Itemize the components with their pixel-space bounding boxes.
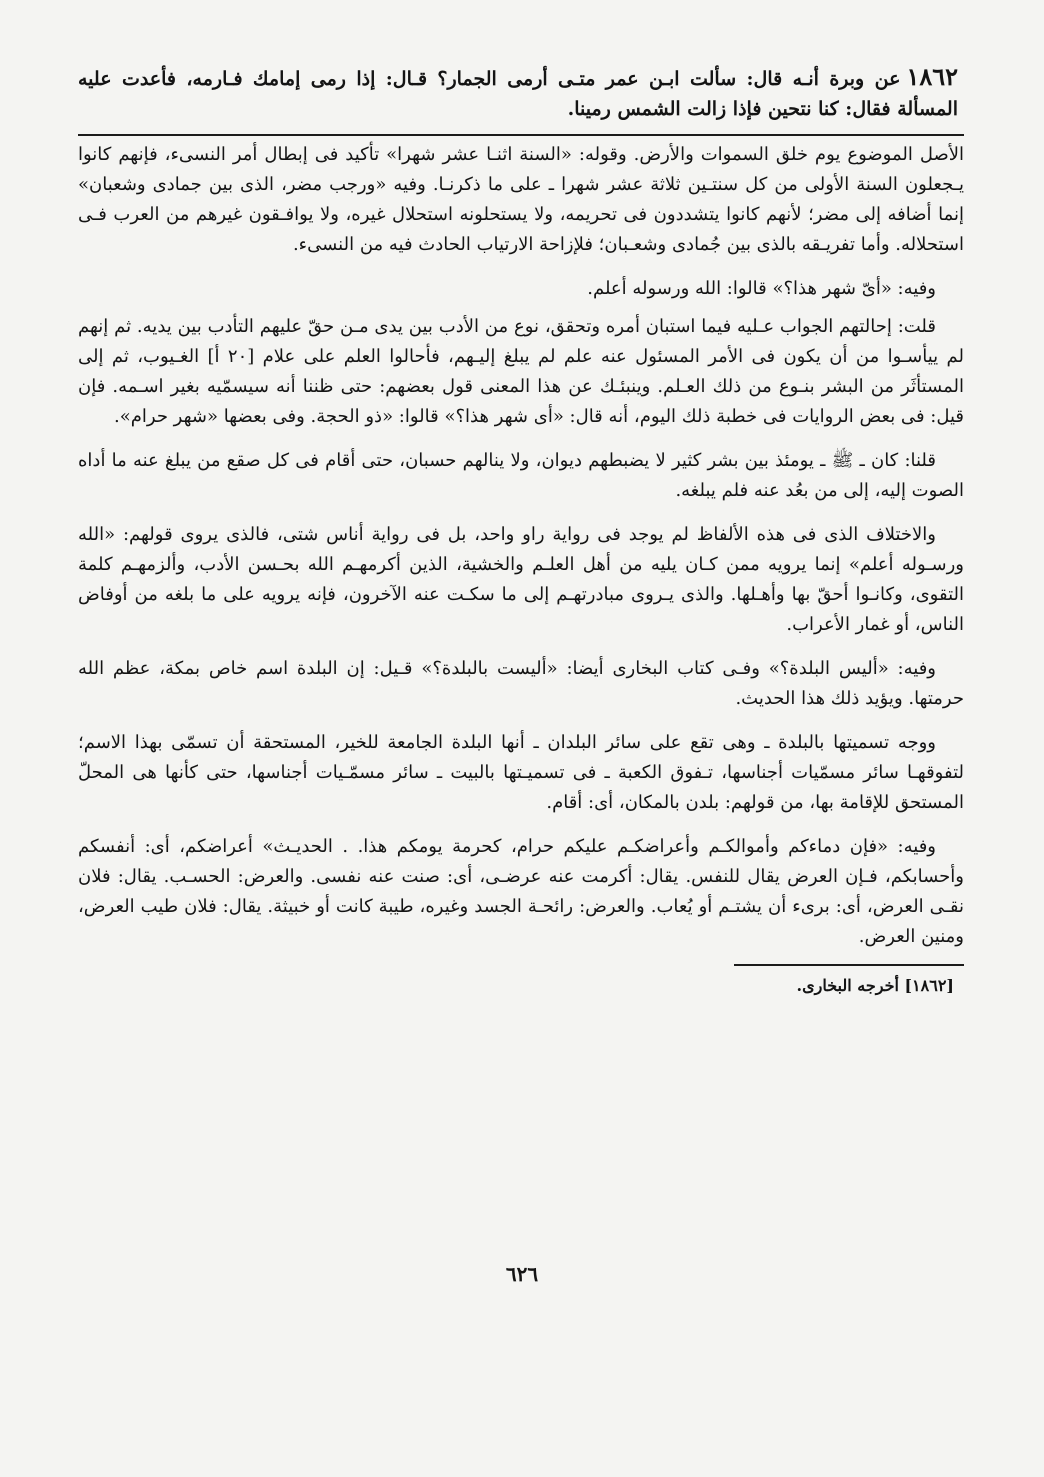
commentary-paragraph: ووجه تسميتها بالبلدة ـ وهى تقع على سائر البلدان ـ أنها البلدة الجامعة للخير، المستحقة أن تسمّى بهذا الاسم؛ لتفوقهـا سائر مسمّيات أجناسها، تـفوق الكعبة ـ فى تسميـتها بالبيت ـ سائر مسمّـيات أجناسها، حتى كأنها هى المحلّ المستحق للإقامة بها، من قولهم: بلدن بالمكان، أى: أقام.: [78, 732, 964, 813]
commentary-paragraph: والاختلاف الذى فى هذه الألفاظ لم يوجد فى رواية راو واحد، بل فى رواية أناس شتى، فالذى يروى قولهم: «الله ورسـوله أعلم» إنما يرويه ممن كـان يليه من أهل العلـم والخشية، الذين أكرمهـم الله بحـسن الأدب، وألزمهـم كلمة التقوى، وكانـوا أحقّ بها وأهـلها. والذى يـروى مبادرتهـم إلى ما سكـت عنه الآخرون، فإنه يرويه على ما بلغه من أوفاض الناس، أو غمار الأعراب.: [78, 524, 964, 635]
commentary-paragraph: قلنا: كان ـ ﷺ ـ يومئذ بين بشر كثير لا يضبطهم ديوان، ولا ينالهم حسبان، حتى أقام فى كل صقع من يبلغ عنه ما أداه الصوت إليه، إلى من بعُد عنه فلم يبلغه.: [78, 450, 964, 501]
footnote: [١٨٦٢] أخرجه البخارى.: [796, 976, 954, 995]
page-number: ٦٢٦: [505, 1262, 539, 1286]
commentary-paragraph: وفيه: «أىّ شهر هذا؟» قالوا: الله ورسوله أعلم.: [587, 278, 936, 299]
hadith-block: [78, 62, 958, 124]
hadith-text: عن وبرة أنـه قال: سألت ابـن عمر متـى أرمى الجمار؟ قـال: إذا رمى إمامك فـارمه، فأعدت عليه المسألة فقال: كنا نتحين فإذا زالت الشمس رمينا.: [78, 68, 958, 120]
commentary-paragraph: قلت: إحالتهم الجواب عـليه فيما استبان أمره وتحقق، نوع من الأدب بين يدى مـن حقّ عليهم التأدب بين يديه. ثم إنهم لم ييأسـوا من أن يكون فى الأمر المسئول عنه علم لم يبلغ إليـهم، فأحالوا العلم على علام [٢٠ أ] الغـيوب، ثم إلى المستأثَر من البشر بنـوع من ذلك العـلم. وينبئـك عن هذا المعنى قول بعضهم: حتى ظننا أنه سيسمّيه بغير اسـمه. فإن قيل: فى بعض الروايات فى خطبة ذلك اليوم، أنه قال: «أى شهر هذا؟» قالوا: «ذو الحجة. وفى بعضها «شهر حرام».: [78, 316, 964, 427]
footnote-divider: [734, 964, 964, 966]
commentary-paragraph: وفيه: «فإن دماءكم وأموالكـم وأعراضكـم عليكم حرام، كحرمة يومكم هذا. . الحديـث» أعراضكم، أى: أنفسكم وأحسابكم، فـإن العرض يقال للنفس. يقال: أكرمت عنه عرضـى، أى: صنت عنه نفسى. والعرض: الحسـب. يقال: فلان نقـى العرض، أى: برىء أن يشتـم أو يُعاب. والعرض: رائحـة الجسد وغيره، طيبة كانت أو خبيثة. يقال: فلان طيب العرض، ومنين العرض.: [78, 836, 965, 947]
commentary: [78, 140, 964, 952]
commentary-paragraph: وفيه: «أليس البلدة؟» وفـى كتاب البخارى أيضا: «أليست بالبلدة؟» قـيل: إن البلدة اسم خاص بمكة، عظم الله حرمتها. ويؤيد ذلك هذا الحديث.: [78, 658, 964, 709]
commentary-paragraph: الأصل الموضوع يوم خلق السموات والأرض. وقوله: «السنة اثنـا عشر شهرا» تأكيد فى إبطال أمر النسىء، فإنهم كانوا يـجعلون السنة الأولى من كل سنتـين ثلاثة عشر شهرا ـ على ما ذكرنـا. وفيه «ورجب مضر، الذى بين جمادى وشعبان» إنما أضافه إلى مضر؛ لأنهم كانوا يتشددون فى تحريمه، ولا يستحلونه استحلال غيره، ولا يوافـقون غيرهم من العرب فـى استحلاله. وأما تفريـقه بالذى بين جُمادى وشعـبان؛ فلإزاحة الارتياب الحادث فيه من النسىء.: [78, 144, 964, 255]
top-divider: [78, 134, 964, 136]
hadith-number: ١٨٦٢: [906, 62, 958, 91]
